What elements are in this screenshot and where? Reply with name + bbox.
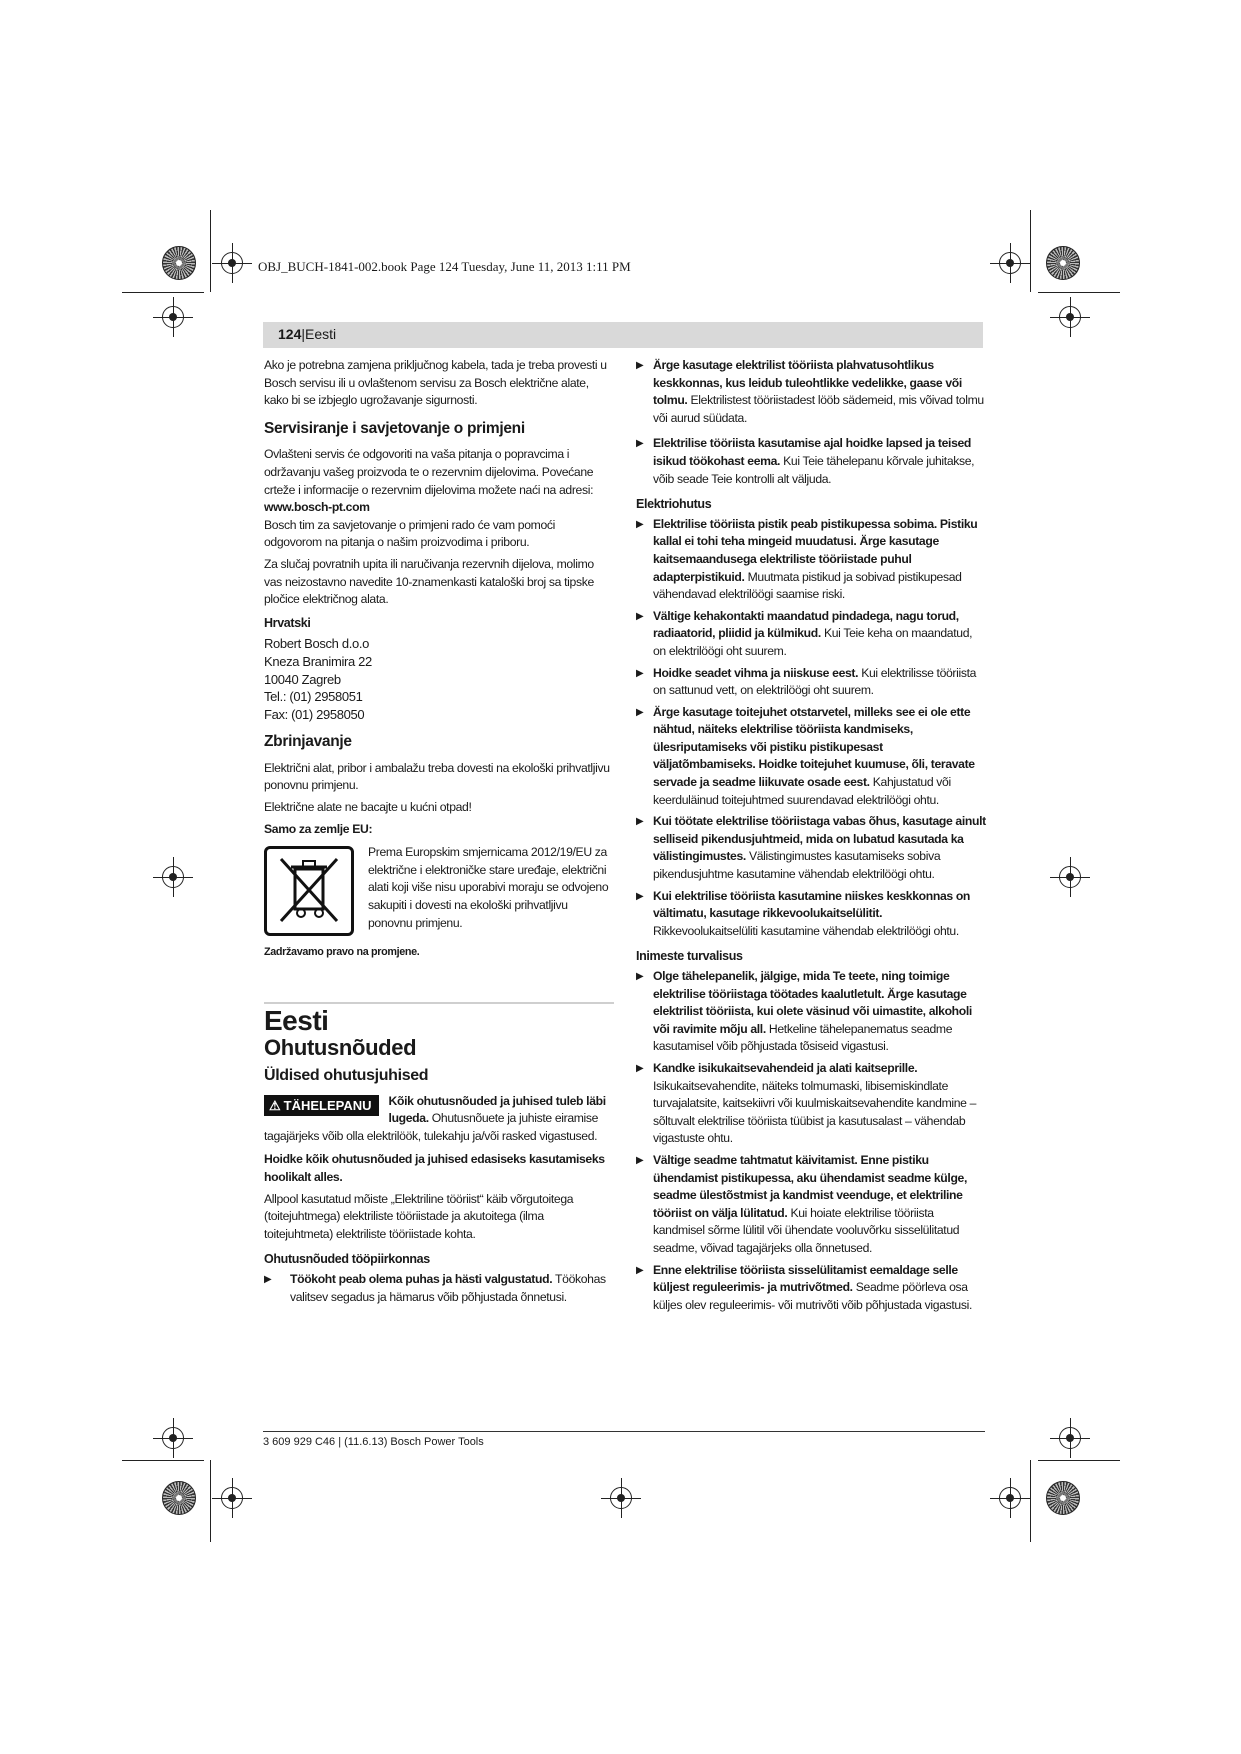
intro-paragraph: Ako je potrebna zamjena priključnog kabela, tada je treba provesti u Bosch servisu ili u ovlaštenom servisu za Bosch električne alate, kako bi se izbjeglo ugrožavanje sigurnosti. bbox=[264, 358, 607, 408]
crosshair-mid-right bbox=[1059, 866, 1081, 888]
bullet-bold: Töökoht peab olema puhas ja hästi valgustatud. bbox=[290, 1271, 553, 1286]
footer-rule bbox=[263, 1431, 985, 1432]
crosshair-bottom-right bbox=[999, 1487, 1021, 1509]
safety-bullet bbox=[636, 704, 986, 810]
address-line: Robert Bosch d.o.o bbox=[264, 636, 369, 652]
color-rosette-top-left bbox=[162, 246, 196, 280]
crosshair-bottom-center bbox=[610, 1487, 632, 1509]
crop-line bbox=[1030, 1460, 1031, 1542]
bullet-text: Kui Teie tähelepanu kõrvale juhitakse, võib seade Teie kontrolli alt väljuda. bbox=[653, 453, 975, 486]
bullet-bold: Hoidke seadet vihma ja niiskuse eest. bbox=[653, 665, 859, 680]
general-safety-title: Üldised ohutusjuhised bbox=[264, 1067, 429, 1085]
advice-paragraph: Bosch tim za savjetovanje o primjeni rado će vam pomoći odgovorom na pitanja o našim proizvodima i priboru. bbox=[264, 517, 555, 550]
color-rosette-bottom-right bbox=[1046, 1481, 1080, 1515]
safety-bullet bbox=[636, 813, 986, 883]
color-rosette-bottom-left bbox=[162, 1481, 196, 1515]
term-definition: Allpool kasutatud mõiste „Elektriline tööriist“ käib võrgutoitega (toitejuhtmega) elektriliste tööriistade ja akutoitega (ilma toitejuhtmeta) elektriliste tööriistade kohta. bbox=[264, 1191, 574, 1241]
crosshair-top-left bbox=[221, 252, 243, 274]
crop-line bbox=[122, 1460, 204, 1461]
warning-badge bbox=[264, 1095, 379, 1117]
warning-paragraph bbox=[264, 1093, 614, 1146]
bullet-bold: Vältige seadme tahtmatut käivitamist. Enne pistiku ühendamist pistikupessa, aku ühendamist seadme külge, seadme ülestõstmist ja kandmist veenduge, et elektriline tööriist on välja lülitatud. bbox=[653, 1152, 968, 1220]
page-separator: | bbox=[301, 326, 305, 342]
crop-line bbox=[1030, 210, 1031, 292]
bullet-bold: Kui elektrilise tööriista kasutamine niiskes keskkonnas on vältimatu, kasutage rikkevoolukaitselülitit. bbox=[653, 888, 971, 921]
bullet-text: Kui Teie keha on maandatud, on elektrilöögi oht suurem. bbox=[653, 626, 973, 658]
disposal-heading: Zbrinjavanje bbox=[264, 733, 352, 751]
bullet-text: Muutmata pistikud ja sobivad pistikupesad vähendavad elektrilöögi saamise riski. bbox=[653, 569, 962, 602]
safety-bullet bbox=[636, 1060, 986, 1148]
bullet-text: Seadme pöörleva osa küljes olev reguleerimis- või mutrivõti võib põhjustada vigastusi. bbox=[653, 1280, 972, 1312]
section-divider bbox=[264, 1002, 614, 1004]
bullet-bold: Ärge kasutage elektrilist tööriista plahvatusohtlikus keskkonnas, kus leidub tuleohtlikke vedelikke, gaase või tolmu. bbox=[653, 358, 962, 408]
safety-bullet bbox=[636, 357, 986, 427]
address-line: Kneza Branimira 22 bbox=[264, 653, 372, 669]
personal-safety-label: Inimeste turvalisus bbox=[636, 949, 743, 964]
crosshair-mid-left bbox=[162, 866, 184, 888]
bullet-bold: Vältige kehakontakti maandatud pindadega, nagu torud, radiaatorid, pliidid ja külmikud. bbox=[653, 608, 959, 641]
bullet-text: Kui hoiate elektrilise tööriista kandmisel sõrme lülitil või ühendate vooluvõrku sisselülitatud seadme, võivad tagajärjeks olla õnnetused. bbox=[653, 1205, 960, 1255]
bullet-text: Isikukaitsevahendite, näiteks tolmumaski, libisemiskindlate turvajalatsite, kaitsekiivri või kuulmiskaitsevahendite kandmine – sõltuvalt elektrilise tööriista tüübist ja kasutusalast – vähendab vigastuste ohtu. bbox=[653, 1078, 977, 1146]
bullet-text: Rikkevoolukaitselüliti kasutamine vähendab elektrilöögi ohtu. bbox=[653, 923, 959, 938]
address-block bbox=[264, 635, 614, 723]
bullet-bold: Elektrilise tööriista kasutamise ajal hoidke lapsed ja teised isikud töökohast eema. bbox=[653, 436, 972, 468]
bullet-text: Töökohas valitsev segadus ja hämarus võib põhjustada õnnetusi. bbox=[290, 1271, 606, 1304]
crosshair-lower-right bbox=[1059, 1427, 1081, 1449]
crop-line bbox=[210, 1460, 211, 1542]
bullet-bold: Ärge kasutage toitejuhet otstarvetel, milleks see ei ole ette nähtud, näiteks elektrilise tööriista kandmiseks, ülesriputamiseks või pistiku pistikupesast väljatõmbamiseks. Hoidke toitejuhet kuumuse, õli, teravate servade ja seadme liikuvate osade eest. bbox=[653, 704, 975, 790]
workplace-bullet bbox=[264, 1271, 614, 1306]
bullet-text: Kahjustatud või keerduläinud toitejuhtmed suurendavad elektrilöögi ohtu. bbox=[653, 775, 951, 807]
language-title: Eesti bbox=[264, 1004, 329, 1036]
catalog-paragraph: Za slučaj povratnih upita ili naručivanja rezervnih dijelova, molimo vas neizostavno navedite 10-znamenkasti kataloški broj sa tipske pločice električnog alata. bbox=[264, 556, 594, 607]
workplace-label: Ohutusnõuded tööpiirkonnas bbox=[264, 1252, 430, 1267]
crop-line bbox=[1038, 1460, 1120, 1461]
warning-badge-label: TÄHELEPANU bbox=[283, 1097, 372, 1113]
bullet-text: Kui elektrilisse tööriista on sattunud vett, on elektrilöögi oht suurem. bbox=[653, 665, 977, 698]
bullet-text: Elektrilistest tööriistadest lööb sädemeid, mis võivad tolmu või aurud süüdata. bbox=[653, 393, 984, 425]
color-rosette-top-right bbox=[1046, 246, 1080, 280]
page-header-band bbox=[263, 322, 983, 348]
crosshair-upper-left bbox=[162, 306, 184, 328]
print-header: OBJ_BUCH-1841-002.book Page 124 Tuesday, June 11, 2013 1:11 PM bbox=[258, 259, 631, 274]
crossed-bin-icon bbox=[264, 846, 354, 936]
crosshair-lower-left bbox=[162, 1427, 184, 1449]
disposal-warning: Električne alate ne bacajte u kućni otpad! bbox=[264, 800, 472, 815]
safety-bullet bbox=[636, 516, 986, 604]
bullet-bold: Kui töötate elektrilise tööriistaga vabas õhus, kasutage ainult selliseid pikendusjuhtmeid, mida on lubatud kasutada ka välistingimustes. bbox=[653, 814, 986, 864]
crosshair-upper-right bbox=[1059, 306, 1081, 328]
bullet-text: Välistingimustes kasutamiseks sobiva pikendusjuhtme kasutamine vähendab elektrilöögi ohtu. bbox=[653, 849, 941, 882]
safety-bullet bbox=[636, 1152, 986, 1258]
warning-bold-text: Kõik ohutusnõuded ja juhised tuleb läbi lugeda. bbox=[388, 1093, 606, 1126]
page-header bbox=[278, 326, 336, 342]
crop-line bbox=[1038, 292, 1120, 293]
right-column bbox=[636, 357, 986, 1318]
warning-text: Ohutusnõuete ja juhiste eiramise tagajärjeks võib olla elektrilöök, tulekahju ja/või rasked vigastused. bbox=[264, 1111, 599, 1143]
crop-line bbox=[210, 210, 211, 292]
safety-bullet bbox=[636, 608, 986, 661]
crosshair-top-right bbox=[999, 252, 1021, 274]
safety-bullet bbox=[636, 888, 986, 941]
electrical-safety-label: Elektriohutus bbox=[636, 497, 712, 512]
safety-bullet bbox=[636, 968, 986, 1056]
fax-line: Fax: (01) 2958050 bbox=[264, 706, 365, 722]
weee-block bbox=[264, 844, 614, 936]
crop-line bbox=[122, 292, 204, 293]
reservation-note: Zadržavamo pravo na promjene. bbox=[264, 946, 420, 959]
eu-directive-text: Prema Europskim smjernicama 2012/19/EU za električne i elektroničke stare uređaje, električni alati koji više nisu uporabivi moraju se odvojeno sakupiti i dovesti na ekološki prihvatljivu ponovnu primjenu. bbox=[368, 845, 609, 930]
servis-heading: Servisiranje i savjetovanje o primjeni bbox=[264, 419, 525, 437]
left-column bbox=[264, 357, 614, 1310]
safety-bullet bbox=[636, 1262, 986, 1315]
disposal-paragraph: Električni alat, pribor i ambalažu treba dovesti na ekološki prihvatljivu ponovnu primjenu. bbox=[264, 760, 610, 793]
crosshair-bottom-left bbox=[221, 1487, 243, 1509]
phone-line: Tel.: (01) 2958051 bbox=[264, 689, 363, 705]
eu-label: Samo za zemlje EU: bbox=[264, 821, 373, 836]
address-line: 10040 Zagreb bbox=[264, 671, 341, 687]
website-link[interactable]: www.bosch-pt.com bbox=[264, 500, 370, 515]
servis-paragraph: Ovlašteni servis će odgovoriti na vaša pitanja o popravcima i održavanju vašeg proizvoda te o rezervnim dijelovima. Povećane crteže i informacije o rezervnim dijelovima možete naći na adresi: bbox=[264, 447, 594, 497]
safety-title: Ohutusnõuded bbox=[264, 1035, 417, 1061]
page-language: Eesti bbox=[305, 326, 337, 342]
page-footer: 3 609 929 C46 | (11.6.13) Bosch Power Tools bbox=[263, 1436, 484, 1448]
safety-bullet bbox=[636, 435, 986, 488]
bullet-bold: Olge tähelepanelik, jälgige, mida Te teete, ning toimige elektrilise tööriistaga töötades kaalutletult. Ärge kasutage elektrilist tööriista, kui olete väsinud või uimastite, alkoholi või ravimite mõju all. bbox=[653, 969, 972, 1036]
bullet-bold: Enne elektrilise tööriista sisselülitamist eemaldage selle küljest reguleerimis- ja mutrivõtmed. bbox=[653, 1262, 958, 1295]
bullet-bold: Elektrilise tööriista pistik peab pistikupessa sobima. Pistiku kallal ei tohi teha mingeid muudatusi. Ärge kasutage kaitsemaandusega elektriliste tööriistade puhul adapterpistikuid. bbox=[653, 516, 978, 584]
country-heading: Hrvatski bbox=[264, 615, 311, 630]
bullet-text: Hetkeline tähelepanematus seadme kasutamisel võib põhjustada tõsiseid vigastusi. bbox=[653, 1021, 953, 1054]
safety-bullet bbox=[636, 665, 986, 700]
bullet-bold: Kandke isikukaitsevahendeid ja alati kaitseprille. bbox=[653, 1060, 918, 1075]
keep-instructions: Hoidke kõik ohutusnõuded ja juhised edasiseks kasutamiseks hoolikalt alles. bbox=[264, 1152, 605, 1184]
warning-icon: ⚠ bbox=[269, 1097, 281, 1113]
page-number: 124 bbox=[278, 326, 302, 342]
